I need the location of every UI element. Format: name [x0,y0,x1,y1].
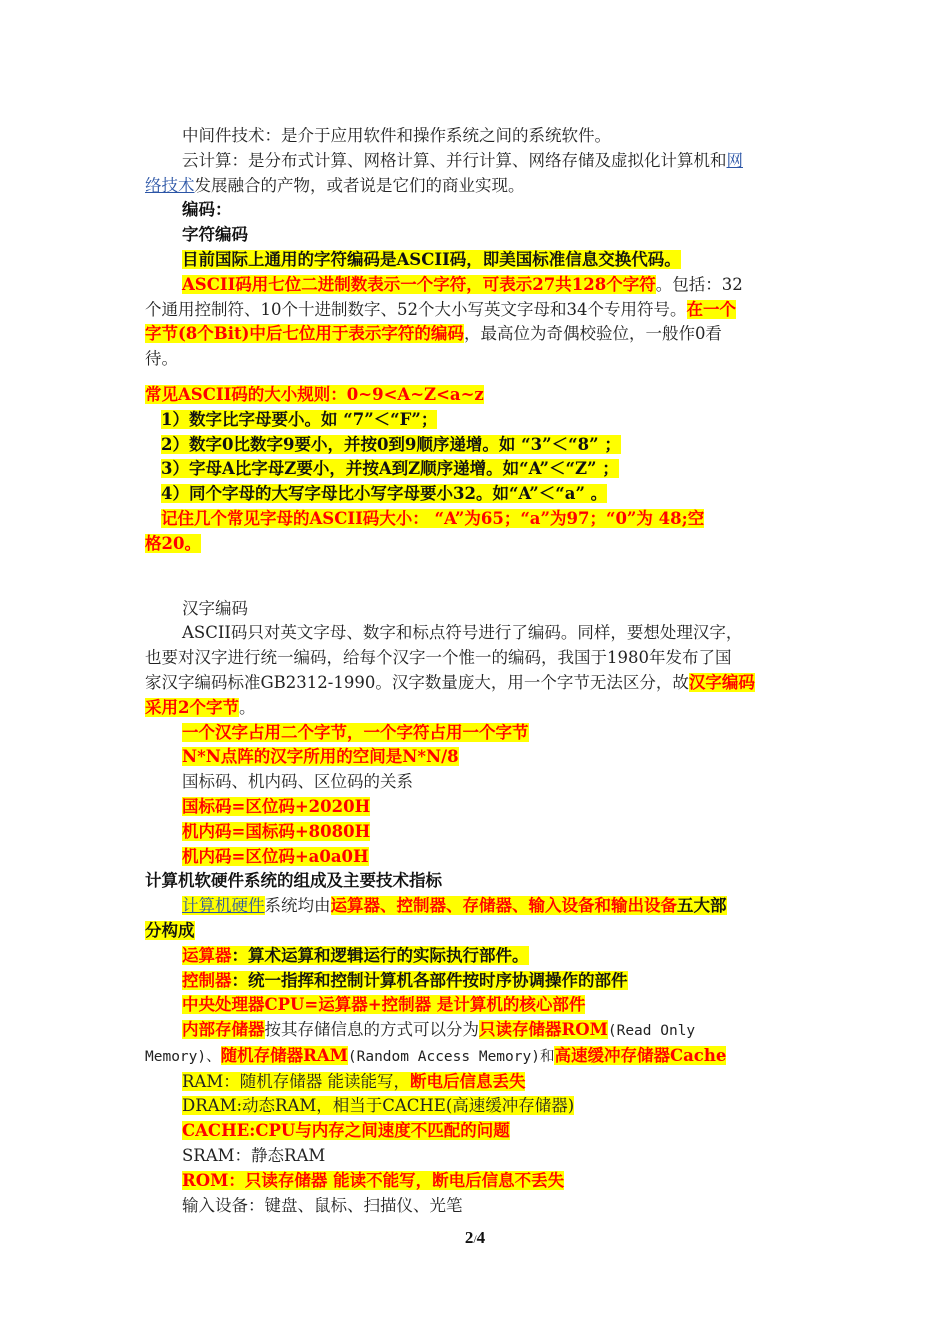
ascii-remember-cont: 格20。 [145,533,201,553]
para-ascii-bits-4: 待。 [145,349,178,369]
code-relation-title: 国标码、机内码、区位码的关系 [182,772,413,792]
para-hardware-cont: 分构成 [145,920,195,940]
ascii-rule-2: 2）数字0比数字9要小，并按0到9顺序递增。如 “3”＜“8” ； [161,434,621,454]
heading-char-encoding: 字符编码 [182,225,248,245]
para-cloud: 云计算：是分布式计算、网格计算、并行计算、网络存储及虚拟化计算机和网 [182,150,743,170]
hanzi-dot-matrix: N*N点阵的汉字所用的空间是N*N/8 [182,747,459,767]
heading-hw-sw: 计算机软硬件系统的组成及主要技术指标 [145,871,442,891]
formula-internal-2: 机内码=区位码+a0a0H [182,846,369,866]
para-cloud-cont: 络技术发展融合的产物，或者说是它们的商业实现。 [145,175,525,195]
para-ascii-bits-2: 个通用控制符、10个十进制数字、52个大小写英文字母和34个专用符号。在一个 [145,299,736,319]
dram-def: DRAM:动态RAM，相当于CACHE(高速缓冲存储器) [182,1096,575,1116]
network-tech-link[interactable]: 网 [726,150,743,170]
ascii-rules-title: 常见ASCII码的大小规则：0~9<A~Z<a~z [145,384,484,404]
document-body [145,124,810,1218]
cache-def: CACHE:CPU与内存之间速度不匹配的问题 [182,1121,510,1141]
spacer [145,372,810,383]
ascii-rule-1: 1）数字比字母要小。如 “7”＜“F”； [161,409,438,429]
controller-def: 控制器：统一指挥和控制计算机各部件按时序协调操作的部件 [182,970,628,990]
rom-def: ROM：只读存储器 能读不能写，断电后信息不丢失 [182,1170,565,1190]
para-hanzi-2: 也要对汉字进行统一编码，给每个汉字一个惟一的编码，我国于1980年发布了国 [145,648,732,668]
para-hardware: 计算机硬件系统均由运算器、控制器、存储器、输入设备和输出设备五大部 [182,896,727,916]
page-number: 2/4 [464,1228,486,1247]
ascii-rule-3: 3）字母A比字母Z要小，并按A到Z顺序递增。如“A”＜“Z” ； [161,459,619,479]
para-ascii-intro: 目前国际上通用的字符编码是ASCII码，即美国标准信息交换代码。 [182,249,681,269]
para-ascii-bits: ASCII码用七位二进制数表示一个字符，可表示27共128个字符。包括：32 [182,274,743,294]
memory-def: 内部存储器按其存储信息的方式可以分为只读存储器ROM(Read Only [182,1020,696,1040]
input-devices: 输入设备：键盘、鼠标、扫描仪、光笔 [182,1195,463,1215]
spacer [145,557,810,597]
ram-def: RAM：随机存储器 能读能写，断电后信息丢失 [182,1071,526,1091]
formula-gb: 国标码=区位码+2020H [182,796,371,816]
formula-internal-1: 机内码=国标码+8080H [182,821,371,841]
cpu-def: 中央处理器CPU=运算器+控制器 是计算机的核心部件 [182,995,586,1015]
ascii-rule-4: 4）同个字母的大写字母比小写字母要小32。如“A”＜“a” 。 [161,484,608,504]
para-hanzi-3: 家汉字编码标准GB2312-1990。汉字数量庞大，用一个字节无法区分，故汉字编码 [145,672,755,692]
para-hanzi-1: ASCII码只对英文字母、数字和标点符号进行了编码。同样，要想处理汉字， [182,623,743,643]
heading-hanzi-encoding: 汉字编码 [182,598,248,618]
sram-def: SRAM：静态RAM [182,1146,326,1166]
alu-def: 运算器：算术运算和逻辑运行的实际执行部件。 [182,945,529,965]
memory-def-cont: Memory)、随机存储器RAM(Random Access Memory)和高速缓冲存储器Cache [145,1045,727,1065]
heading-encoding: 编码： [182,200,232,220]
para-hanzi-4: 采用2个字节。 [145,697,256,717]
para-middleware: 中间件技术：是介于应用软件和操作系统之间的系统软件。 [182,126,611,145]
computer-hardware-link[interactable]: 计算机硬件 [182,896,265,916]
ascii-remember: 记住几个常见字母的ASCII码大小： “A”为65；“a”为97；“0”为 48;空 [161,508,705,528]
para-ascii-bits-3: 字节(8个Bit)中后七位用于表示字符的编码，最高位为奇偶校验位，一般作0看 [145,324,722,344]
hanzi-bytes: 一个汉字占用二个字节，一个字符占用一个字节 [182,722,529,742]
network-tech-link-cont[interactable]: 络技术 [145,175,195,195]
